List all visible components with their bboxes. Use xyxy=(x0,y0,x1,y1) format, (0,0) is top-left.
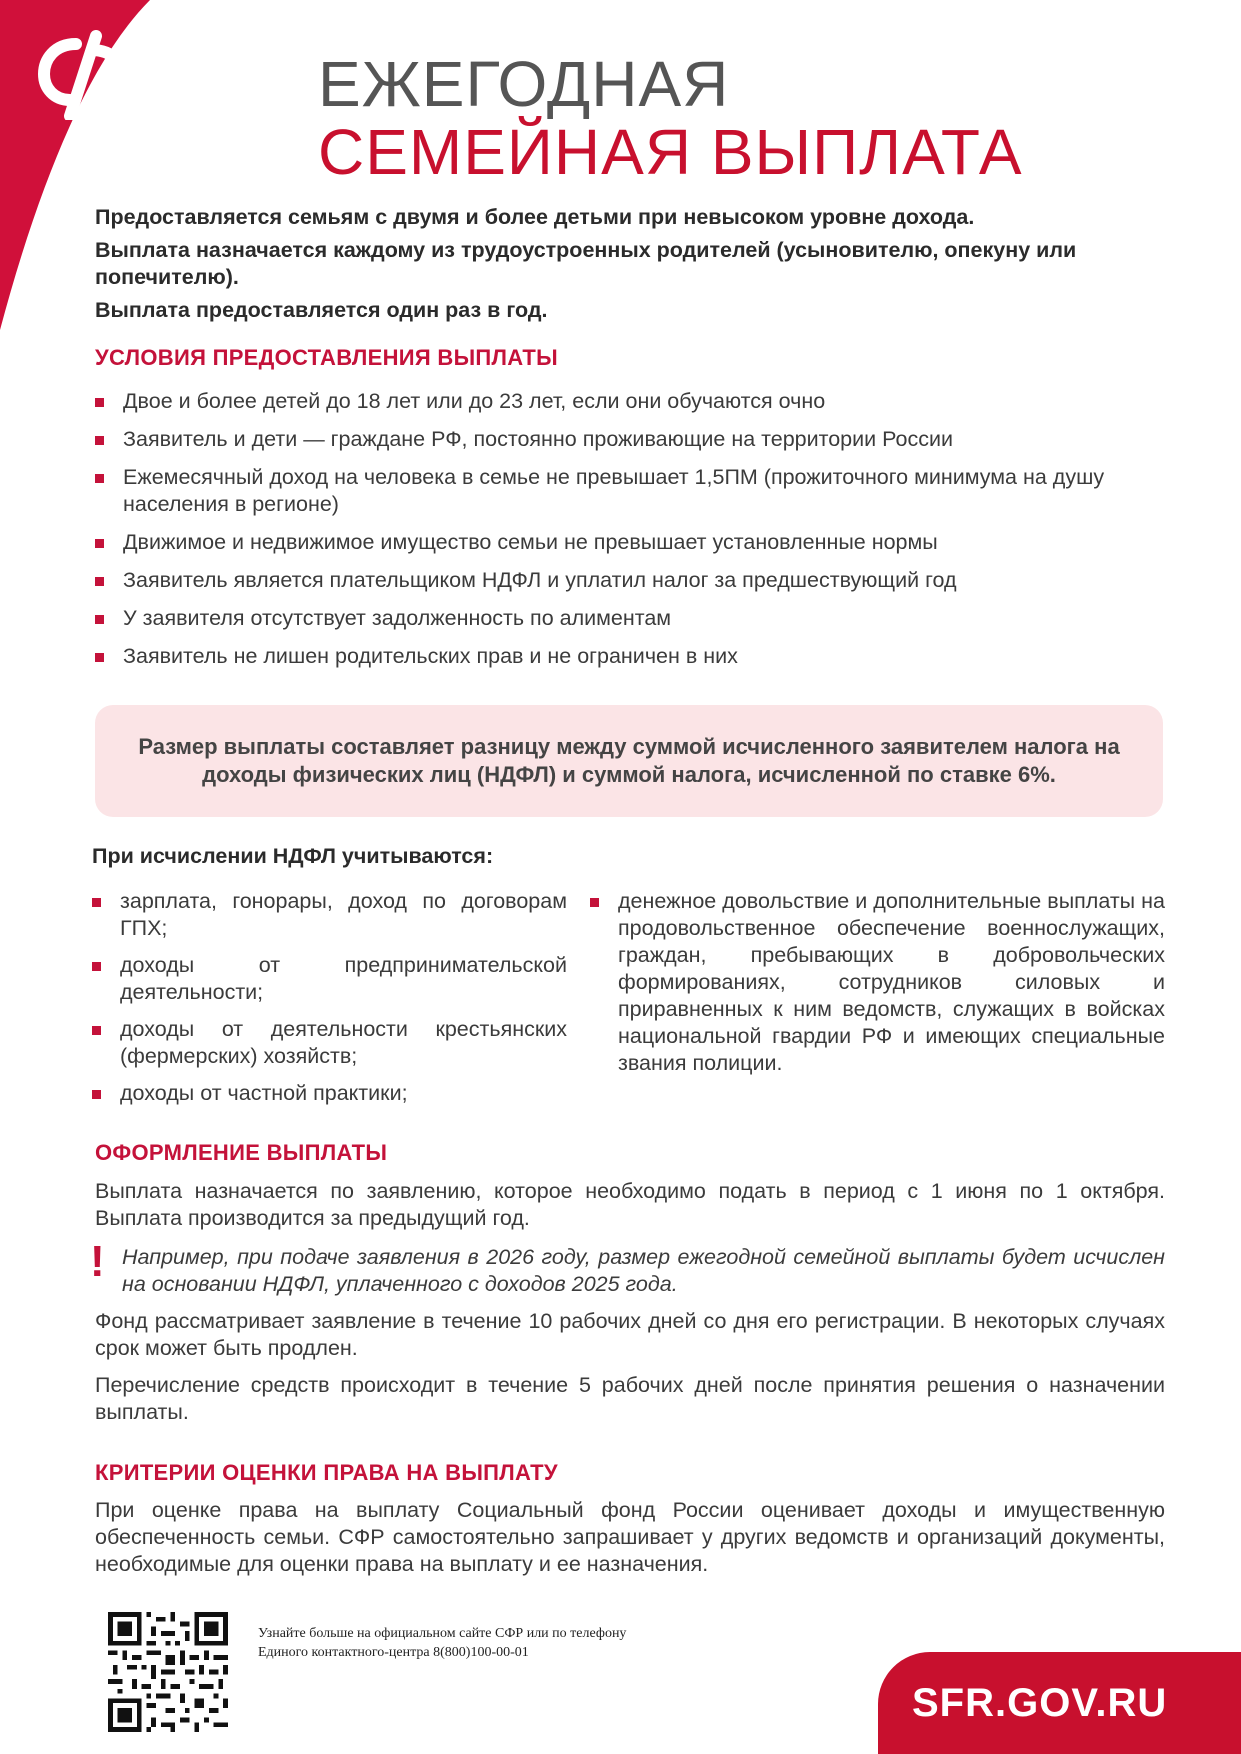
bullet-icon xyxy=(92,962,101,971)
bullet-icon xyxy=(95,474,104,483)
criteria-text: При оценке права на выплату Социальный фонд России оценивает доходы и имущественную обеспеченность семьи. СФР самостоятельно запрашивает у других ведомств и организаций документы, необходимые для оценки права на выплату и ее назначения. xyxy=(95,1498,1165,1576)
ndfl-list-left xyxy=(92,888,567,1117)
criteria-heading: КРИТЕРИИ ОЦЕНКИ ПРАВА НА ВЫПЛАТУ xyxy=(95,1460,558,1485)
site-link[interactable]: SFR.GOV.RU xyxy=(878,1652,1241,1754)
title-line-1: ЕЖЕГОДНАЯ xyxy=(318,48,730,120)
ndfl-item xyxy=(92,1016,567,1070)
bullet-icon xyxy=(92,1090,101,1099)
example-note: Например, при подаче заявления в 2026 году, размер ежегодной семейной выплаты будет исчислен на основании НДФЛ, уплаченного с доходов 2025 года. xyxy=(122,1245,1165,1296)
intro-paragraph: Выплата предоставляется один раз в год. xyxy=(95,298,548,322)
transfer-text: Перечисление средств происходит в течение 5 рабочих дней после принятия решения о назначении выплаты. xyxy=(95,1373,1165,1424)
review-text: Фонд рассматривает заявление в течение 10 рабочих дней со дня его регистрации. В некоторых случаях срок может быть продлен. xyxy=(95,1309,1165,1360)
ndfl-item xyxy=(92,952,567,1006)
condition-text: У заявителя отсутствует задолженность по алиментам xyxy=(123,606,672,630)
sfr-logo-icon xyxy=(34,30,134,120)
condition-text: Заявитель является плательщиком НДФЛ и уплатил налог за предшествующий год xyxy=(123,568,957,592)
condition-text: Движимое и недвижимое имущество семьи не превышает установленные нормы xyxy=(123,530,938,554)
condition-text: Заявитель и дети — граждане РФ, постоянно проживающие на территории России xyxy=(123,427,954,451)
page-title xyxy=(318,48,1023,188)
condition-text: Заявитель не лишен родительских прав и не ограничен в них xyxy=(123,644,738,668)
registration-heading: ОФОРМЛЕНИЕ ВЫПЛАТЫ xyxy=(95,1140,388,1165)
bullet-icon xyxy=(95,577,104,586)
condition-item xyxy=(95,426,1165,453)
condition-text: Ежемесячный доход на человека в семье не превышает 1,5ПМ (прожиточного минимума на душу населения в регионе) xyxy=(123,465,1105,516)
ndfl-item-text: доходы от деятельности крестьянских (фермерских) хозяйств; xyxy=(120,1017,567,1068)
bullet-icon xyxy=(95,436,104,445)
condition-item xyxy=(95,605,1165,632)
title-line-2: СЕМЕЙНАЯ ВЫПЛАТА xyxy=(318,116,1023,188)
registration-text: Выплата назначается по заявлению, которое необходимо подать в период с 1 июня по 1 октября. Выплата производится за предыдущий год. xyxy=(95,1179,1165,1230)
bullet-icon xyxy=(95,539,104,548)
ndfl-item xyxy=(92,888,567,942)
bullet-icon xyxy=(95,615,104,624)
conditions-heading: УСЛОВИЯ ПРЕДОСТАВЛЕНИЯ ВЫПЛАТЫ xyxy=(95,345,558,370)
bullet-icon xyxy=(92,1026,101,1035)
exclamation-icon: ! xyxy=(90,1237,105,1286)
payment-amount-text: Размер выплаты составляет разницу между суммой исчисленного заявителем налога на доходы физических лиц (НДФЛ) и суммой налога, исчисленной по ставке 6%. xyxy=(138,734,1120,787)
ndfl-item xyxy=(92,1080,567,1107)
bullet-icon xyxy=(92,898,101,907)
condition-item xyxy=(95,388,1165,415)
ndfl-item-text: зарплата, гонорары, доход по договорам ГПХ; xyxy=(120,889,567,940)
bullet-icon xyxy=(95,398,104,407)
ndfl-heading: При исчислении НДФЛ учитываются: xyxy=(92,844,494,868)
intro-paragraph: Выплата назначается каждому из трудоустроенных родителей (усыновителю, опекуну или попечителю). xyxy=(95,238,1077,289)
ndfl-item-text: доходы от частной практики; xyxy=(120,1081,408,1105)
intro-block xyxy=(95,204,1175,330)
qr-code-icon xyxy=(108,1612,228,1732)
condition-text: Двое и более детей до 18 лет или до 23 лет, если они обучаются очно xyxy=(123,389,826,413)
condition-item xyxy=(95,567,1165,594)
intro-paragraph: Предоставляется семьям с двумя и более детьми при невысоком уровне дохода. xyxy=(95,205,975,229)
bullet-icon xyxy=(95,653,104,662)
condition-item xyxy=(95,464,1165,518)
condition-item xyxy=(95,643,1165,670)
ndfl-item xyxy=(590,888,1165,1077)
payment-amount-callout xyxy=(95,705,1163,817)
conditions-list xyxy=(95,388,1165,681)
ndfl-item-text: доходы от предпринимательской деятельности; xyxy=(120,953,567,1004)
ndfl-list-right xyxy=(590,888,1165,1087)
ndfl-item-text: денежное довольствие и дополнительные выплаты на продовольственное обеспечение военнослужащих, граждан, пребывающих в добровольческих формированиях, сотрудников силовых и приравненных к ним ведомств, служащих в войсках национальной гвардии РФ и имеющих специальные звания полиции. xyxy=(618,889,1165,1075)
bullet-icon xyxy=(590,898,599,907)
condition-item xyxy=(95,529,1165,556)
footer-note: Узнайте больше на официальном сайте СФР или по телефону Единого контактного-центра 8(800)100-00-01 xyxy=(258,1626,627,1660)
